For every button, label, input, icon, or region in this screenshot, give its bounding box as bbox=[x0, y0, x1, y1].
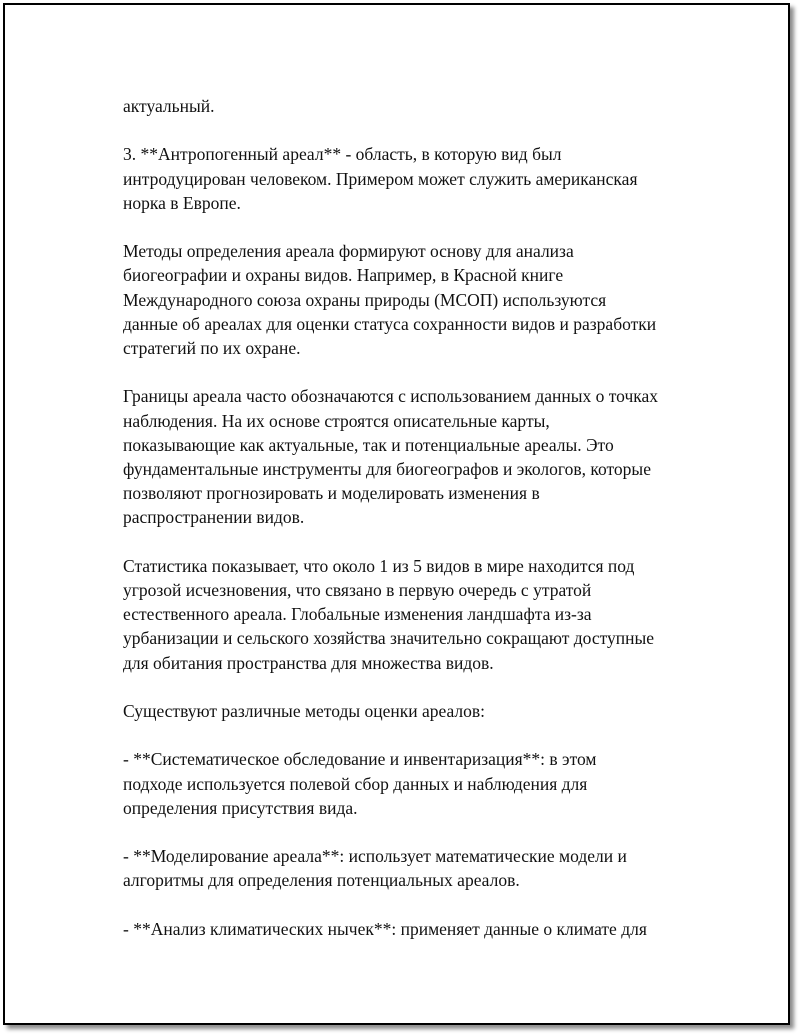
document-page bbox=[3, 3, 790, 1025]
paragraph: Статистика показывает, что около 1 из 5 видов в мире находится под угрозой исчезновения, что связано в первую очередь с утратой естественного ареала. Глобальные изменения ландшафта из-за урбанизации и сельского хозяйства значительно сокращают доступные для обитания пространства для множества видов. bbox=[123, 555, 655, 673]
document-body bbox=[123, 94, 703, 965]
list-item: - **Анализ климатических нычек**: применяет данные о климате для bbox=[123, 918, 647, 939]
paragraph: Существуют различные методы оценки ареалов: bbox=[123, 701, 486, 721]
paragraph: Границы ареала часто обозначаются с использованием данных о точках наблюдения. На их основе строятся описательные карты, показывающие как актуальные, так и потенциальные ареалы. Это фундаментальные инструменты для биогеографов и экологов, которые позволяют прогнозировать и моделировать изменения в распространении видов. bbox=[123, 386, 659, 528]
list-item: - **Систематическое обследование и инвентаризация**: в этом подходе используется полевой сбор данных и наблюдения для определения присутствия вида. bbox=[123, 749, 597, 818]
paragraph: 3. **Антропогенный ареал** - область, в которую вид был интродуцирован человеком. Примером может служить американская норка в Европе. bbox=[123, 144, 638, 213]
paragraph: Методы определения ареала формируют основу для анализа биогеографии и охраны видов. Например, в Красной книге Международного союза охраны природы (МСОП) используются данные об ареалах для оценки статуса сохранности видов и разработки стратегий по их охране. bbox=[123, 241, 657, 358]
list-item: - **Моделирование ареала**: использует математические модели и алгоритмы для определения потенциальных ареалов. bbox=[123, 846, 627, 891]
paragraph: актуальный. bbox=[123, 96, 215, 116]
